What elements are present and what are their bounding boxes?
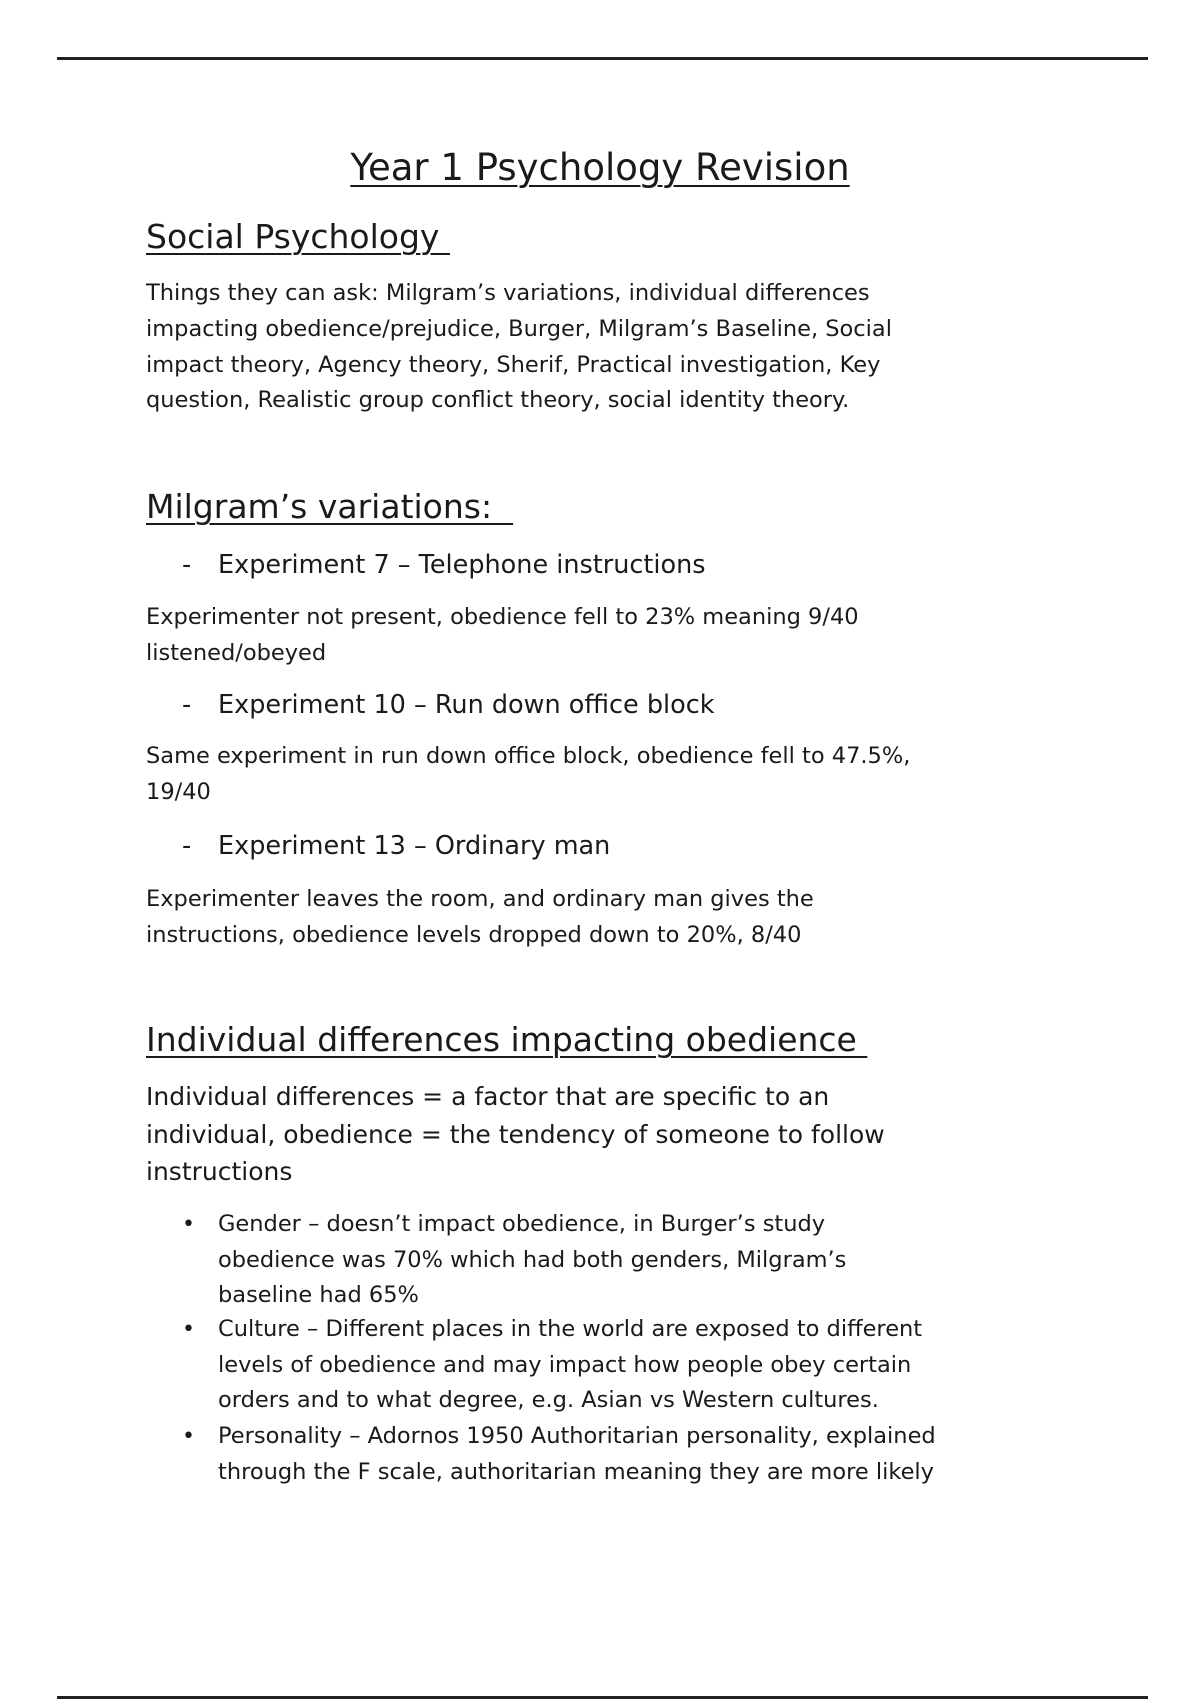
bullet-item-gender [182,1207,846,1314]
heading-individual-differences [146,1020,867,1060]
text-line: baseline had 65% [218,1282,419,1308]
bullet-item-culture [182,1312,922,1419]
dash-marker: - [182,550,192,580]
text-line: impacting obedience/prejudice, Burger, Milgram’s Baseline, Social [146,315,892,342]
individual-intro-paragraph [146,1078,885,1191]
experiment-item [182,687,715,723]
page-title-text: Year 1 Psychology Revision [350,146,850,189]
text-line: through the F scale, authoritarian meaning they are more likely [218,1458,934,1485]
dash-marker: - [182,690,192,720]
social-intro-paragraph [146,276,892,419]
text-line: instructions, obedience levels dropped down to 20%, 8/40 [146,921,802,948]
experiment-description [146,739,910,811]
text-line: instructions [146,1157,293,1186]
experiment-label: Experiment 13 – Ordinary man [218,831,611,861]
text-line: Gender – doesn’t impact obedience, in Burger’s study [218,1211,826,1237]
experiment-item [182,828,610,864]
text-line: Individual differences = a factor that are specific to an [146,1082,830,1111]
heading-text: Social Psychology [146,217,450,256]
text-line: question, Realistic group conflict theory, social identity theory. [146,387,850,414]
experiment-label: Experiment 7 – Telephone instructions [218,550,706,580]
text-line: obedience was 70% which had both genders, Milgram’s [218,1246,847,1273]
page-title [0,145,1200,191]
header-rule [57,57,1148,60]
bullet-icon: • [182,1317,195,1342]
text-line: Experimenter not present, obedience fell to 23% meaning 9/40 [146,604,859,630]
text-line: Things they can ask: Milgram’s variations, individual differences [146,280,870,306]
text-line: 19/40 [146,778,211,805]
experiment-item [182,547,706,583]
text-line: orders and to what degree, e.g. Asian vs Western cultures. [218,1387,879,1413]
text-line: Personality – Adornos 1950 Authoritarian personality, explained [218,1423,936,1449]
bullet-item-personality [182,1419,936,1490]
text-line: levels of obedience and may impact how people obey certain [218,1351,912,1378]
text-line: impact theory, Agency theory, Sherif, Practical investigation, Key [146,351,881,378]
footer-rule [57,1696,1148,1699]
experiment-description [146,882,814,954]
text-line: Experimenter leaves the room, and ordinary man gives the [146,886,814,912]
heading-social-psychology [146,217,450,257]
dash-marker: - [182,831,192,861]
text-line: Same experiment in run down office block, obedience fell to 47.5%, [146,743,911,769]
text-line: listened/obeyed [146,639,327,666]
heading-milgram-variations [146,487,513,527]
text-line: individual, obedience = the tendency of someone to follow [146,1119,885,1149]
bullet-icon: • [182,1212,195,1237]
heading-text: Individual differences impacting obedience [146,1020,868,1059]
bullet-icon: • [182,1424,195,1449]
text-line: Culture – Different places in the world are exposed to different [218,1316,923,1342]
heading-text: Milgram’s variations: [146,487,514,526]
experiment-description [146,600,859,672]
experiment-label: Experiment 10 – Run down office block [218,690,715,720]
